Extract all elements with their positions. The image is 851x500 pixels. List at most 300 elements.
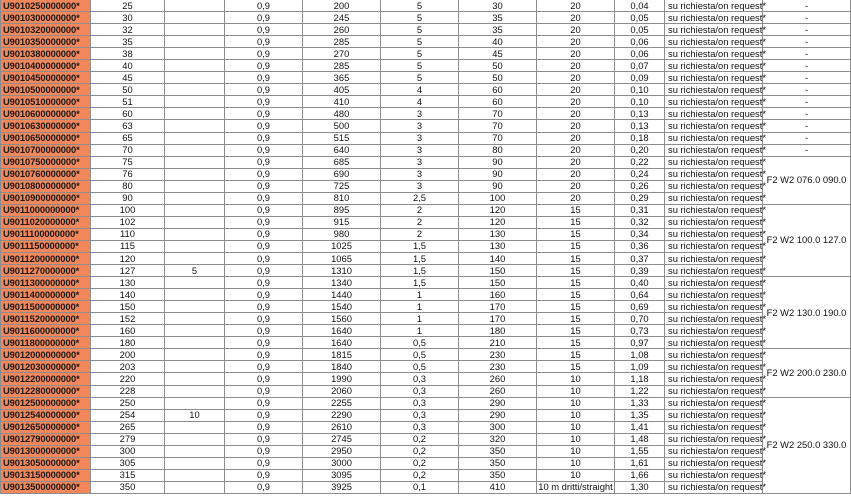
nominal-size-cell: 50 — [91, 84, 165, 96]
table-row — [1, 373, 851, 385]
nominal-size-cell: 279 — [91, 433, 165, 445]
weight-cell: 1340 — [303, 277, 381, 289]
nominal-size-cell: 51 — [91, 96, 165, 108]
wall-class-cell — [165, 349, 225, 361]
wall-class-cell — [165, 12, 225, 24]
availability-cell: su richiesta/on request* — [665, 228, 763, 240]
nominal-size-cell: 152 — [91, 313, 165, 325]
length-cell: 15 — [537, 337, 615, 349]
wall-class-cell — [165, 24, 225, 36]
weight-cell: 810 — [303, 192, 381, 204]
size-group-cell: - — [763, 60, 851, 72]
price-cell: 0,20 — [615, 144, 665, 156]
tolerance-cell: 1 — [381, 325, 459, 337]
table-row — [1, 289, 851, 301]
bend-radius-cell: 50 — [459, 60, 537, 72]
table-row — [1, 216, 851, 228]
bend-radius-cell: 35 — [459, 24, 537, 36]
availability-cell: su richiesta/on request* — [665, 289, 763, 301]
table-row — [1, 0, 851, 12]
weight-cell: 1840 — [303, 361, 381, 373]
availability-cell: su richiesta/on request* — [665, 240, 763, 252]
bend-radius-cell: 350 — [459, 469, 537, 481]
price-cell: 0,07 — [615, 60, 665, 72]
weight-cell: 480 — [303, 108, 381, 120]
product-code-cell: U9012650000000* — [1, 421, 91, 433]
length-cell: 20 — [537, 180, 615, 192]
thickness-cell: 0,9 — [225, 385, 303, 397]
tolerance-cell: 2 — [381, 204, 459, 216]
weight-cell: 2255 — [303, 397, 381, 409]
nominal-size-cell: 350 — [91, 481, 165, 493]
weight-cell: 1540 — [303, 301, 381, 313]
size-group-cell: - — [763, 36, 851, 48]
wall-class-cell: 10 — [165, 409, 225, 421]
product-code-cell: U9012200000000* — [1, 373, 91, 385]
wall-class-cell — [165, 180, 225, 192]
wall-class-cell — [165, 108, 225, 120]
availability-cell: su richiesta/on request* — [665, 180, 763, 192]
availability-cell: su richiesta/on request* — [665, 72, 763, 84]
price-cell: 0,36 — [615, 240, 665, 252]
price-cell: 0,04 — [615, 0, 665, 12]
availability-cell: su richiesta/on request* — [665, 168, 763, 180]
nominal-size-cell: 90 — [91, 192, 165, 204]
thickness-cell: 0,9 — [225, 216, 303, 228]
price-cell: 0,70 — [615, 313, 665, 325]
availability-cell: su richiesta/on request* — [665, 325, 763, 337]
availability-cell: su richiesta/on request* — [665, 132, 763, 144]
product-code-cell: U9011300000000* — [1, 277, 91, 289]
price-cell: 0,06 — [615, 36, 665, 48]
thickness-cell: 0,9 — [225, 108, 303, 120]
wall-class-cell — [165, 325, 225, 337]
weight-cell: 1560 — [303, 313, 381, 325]
thickness-cell: 0,9 — [225, 132, 303, 144]
length-cell: 15 — [537, 240, 615, 252]
weight-cell: 2745 — [303, 433, 381, 445]
product-code-cell: U9012000000000* — [1, 349, 91, 361]
thickness-cell: 0,9 — [225, 204, 303, 216]
price-cell: 1,48 — [615, 433, 665, 445]
table-row — [1, 72, 851, 84]
availability-cell: su richiesta/on request* — [665, 48, 763, 60]
nominal-size-cell: 300 — [91, 445, 165, 457]
length-cell: 20 — [537, 192, 615, 204]
length-cell: 15 — [537, 204, 615, 216]
availability-cell: su richiesta/on request* — [665, 433, 763, 445]
nominal-size-cell: 25 — [91, 0, 165, 12]
length-cell: 10 — [537, 373, 615, 385]
bend-radius-cell: 290 — [459, 397, 537, 409]
length-cell: 20 — [537, 48, 615, 60]
table-row — [1, 156, 851, 168]
price-cell: 0,39 — [615, 265, 665, 277]
price-cell: 0,32 — [615, 216, 665, 228]
length-cell: 20 — [537, 0, 615, 12]
product-code-cell: U9011500000000* — [1, 301, 91, 313]
product-code-cell: U9013000000000* — [1, 445, 91, 457]
product-code-cell: U9010750000000* — [1, 156, 91, 168]
price-cell: 0,06 — [615, 48, 665, 60]
nominal-size-cell: 60 — [91, 108, 165, 120]
bend-radius-cell: 80 — [459, 144, 537, 156]
wall-class-cell — [165, 481, 225, 493]
weight-cell: 690 — [303, 168, 381, 180]
price-cell: 1,61 — [615, 457, 665, 469]
wall-class-cell — [165, 301, 225, 313]
tolerance-cell: 5 — [381, 48, 459, 60]
price-cell: 0,05 — [615, 12, 665, 24]
nominal-size-cell: 220 — [91, 373, 165, 385]
length-cell: 20 — [537, 36, 615, 48]
length-cell: 20 — [537, 24, 615, 36]
tolerance-cell: 3 — [381, 180, 459, 192]
availability-cell: su richiesta/on request* — [665, 12, 763, 24]
table-row — [1, 24, 851, 36]
availability-cell: su richiesta/on request* — [665, 60, 763, 72]
weight-cell: 2290 — [303, 409, 381, 421]
weight-cell: 500 — [303, 120, 381, 132]
tolerance-cell: 3 — [381, 168, 459, 180]
table-row — [1, 204, 851, 216]
price-cell: 0,37 — [615, 252, 665, 264]
size-group-cell: - — [763, 24, 851, 36]
nominal-size-cell: 75 — [91, 156, 165, 168]
table-row — [1, 108, 851, 120]
tolerance-cell: 1,5 — [381, 252, 459, 264]
table-row — [1, 240, 851, 252]
availability-cell: su richiesta/on request* — [665, 481, 763, 493]
price-cell: 1,09 — [615, 361, 665, 373]
bend-radius-cell: 90 — [459, 156, 537, 168]
availability-cell: su richiesta/on request* — [665, 349, 763, 361]
nominal-size-cell: 35 — [91, 36, 165, 48]
thickness-cell: 0,9 — [225, 361, 303, 373]
tolerance-cell: 5 — [381, 72, 459, 84]
price-cell: 1,35 — [615, 409, 665, 421]
length-cell: 15 — [537, 252, 615, 264]
weight-cell: 405 — [303, 84, 381, 96]
weight-cell: 515 — [303, 132, 381, 144]
price-cell: 0,24 — [615, 168, 665, 180]
tolerance-cell: 1 — [381, 313, 459, 325]
bend-radius-cell: 260 — [459, 385, 537, 397]
product-code-cell: U9011600000000* — [1, 325, 91, 337]
length-cell: 15 — [537, 277, 615, 289]
product-code-cell: U9013500000000* — [1, 481, 91, 493]
length-cell: 20 — [537, 84, 615, 96]
product-code-cell: U9010300000000* — [1, 12, 91, 24]
availability-cell: su richiesta/on request* — [665, 469, 763, 481]
availability-cell: su richiesta/on request* — [665, 144, 763, 156]
thickness-cell: 0,9 — [225, 120, 303, 132]
length-cell: 15 — [537, 313, 615, 325]
bend-radius-cell: 30 — [459, 0, 537, 12]
bend-radius-cell: 290 — [459, 409, 537, 421]
tolerance-cell: 1 — [381, 289, 459, 301]
nominal-size-cell: 127 — [91, 265, 165, 277]
size-group-cell: F2 W2 076.0 090.0 — [763, 156, 851, 204]
length-cell: 20 — [537, 168, 615, 180]
weight-cell: 2060 — [303, 385, 381, 397]
table-row — [1, 337, 851, 349]
price-cell: 0,31 — [615, 204, 665, 216]
bend-radius-cell: 160 — [459, 289, 537, 301]
length-cell: 10 — [537, 385, 615, 397]
wall-class-cell — [165, 36, 225, 48]
length-cell: 20 — [537, 96, 615, 108]
weight-cell: 1640 — [303, 325, 381, 337]
wall-class-cell — [165, 120, 225, 132]
tolerance-cell: 0,3 — [381, 409, 459, 421]
availability-cell: su richiesta/on request* — [665, 301, 763, 313]
bend-radius-cell: 350 — [459, 445, 537, 457]
nominal-size-cell: 40 — [91, 60, 165, 72]
bend-radius-cell: 130 — [459, 240, 537, 252]
product-code-cell: U9011020000000* — [1, 216, 91, 228]
wall-class-cell — [165, 252, 225, 264]
nominal-size-cell: 160 — [91, 325, 165, 337]
weight-cell: 1990 — [303, 373, 381, 385]
length-cell: 20 — [537, 132, 615, 144]
thickness-cell: 0,9 — [225, 445, 303, 457]
table-row — [1, 84, 851, 96]
weight-cell: 270 — [303, 48, 381, 60]
table-row — [1, 349, 851, 361]
tolerance-cell: 3 — [381, 144, 459, 156]
weight-cell: 365 — [303, 72, 381, 84]
wall-class-cell — [165, 277, 225, 289]
nominal-size-cell: 130 — [91, 277, 165, 289]
table-row — [1, 180, 851, 192]
price-cell: 1,30 — [615, 481, 665, 493]
price-cell: 0,69 — [615, 301, 665, 313]
size-group-cell: - — [763, 84, 851, 96]
product-code-cell: U9010500000000* — [1, 84, 91, 96]
tolerance-cell: 5 — [381, 24, 459, 36]
availability-cell: su richiesta/on request* — [665, 457, 763, 469]
weight-cell: 1065 — [303, 252, 381, 264]
wall-class-cell — [165, 385, 225, 397]
product-code-cell: U9012030000000* — [1, 361, 91, 373]
weight-cell: 915 — [303, 216, 381, 228]
weight-cell: 245 — [303, 12, 381, 24]
wall-class-cell — [165, 72, 225, 84]
thickness-cell: 0,9 — [225, 409, 303, 421]
table-row — [1, 48, 851, 60]
length-cell: 15 — [537, 228, 615, 240]
tolerance-cell: 0,2 — [381, 457, 459, 469]
table-row — [1, 481, 851, 493]
tolerance-cell: 3 — [381, 132, 459, 144]
product-code-cell: U9011270000000* — [1, 265, 91, 277]
availability-cell: su richiesta/on request* — [665, 385, 763, 397]
product-code-cell: U9010250000000* — [1, 0, 91, 12]
thickness-cell: 0,9 — [225, 96, 303, 108]
tolerance-cell: 0,1 — [381, 481, 459, 493]
tolerance-cell: 2 — [381, 216, 459, 228]
weight-cell: 285 — [303, 60, 381, 72]
price-cell: 0,10 — [615, 84, 665, 96]
table-body — [1, 0, 851, 493]
bend-radius-cell: 210 — [459, 337, 537, 349]
bend-radius-cell: 100 — [459, 192, 537, 204]
size-group-cell: F2 W2 250.0 330.0 — [763, 397, 851, 493]
bend-radius-cell: 130 — [459, 228, 537, 240]
product-code-cell: U9010700000000* — [1, 144, 91, 156]
price-cell: 0,05 — [615, 24, 665, 36]
product-code-cell: U9011150000000* — [1, 240, 91, 252]
price-cell: 0,40 — [615, 277, 665, 289]
length-cell: 10 — [537, 457, 615, 469]
wall-class-cell — [165, 289, 225, 301]
size-group-cell: - — [763, 12, 851, 24]
thickness-cell: 0,9 — [225, 457, 303, 469]
bend-radius-cell: 45 — [459, 48, 537, 60]
price-cell: 0,10 — [615, 96, 665, 108]
availability-cell: su richiesta/on request* — [665, 445, 763, 457]
tolerance-cell: 3 — [381, 108, 459, 120]
length-cell: 20 — [537, 108, 615, 120]
price-cell: 1,33 — [615, 397, 665, 409]
product-code-cell: U9013050000000* — [1, 457, 91, 469]
thickness-cell: 0,9 — [225, 373, 303, 385]
weight-cell: 1640 — [303, 337, 381, 349]
weight-cell: 1310 — [303, 265, 381, 277]
price-cell: 1,41 — [615, 421, 665, 433]
bend-radius-cell: 90 — [459, 180, 537, 192]
availability-cell: su richiesta/on request* — [665, 24, 763, 36]
weight-cell: 725 — [303, 180, 381, 192]
bend-radius-cell: 230 — [459, 361, 537, 373]
thickness-cell: 0,9 — [225, 72, 303, 84]
product-code-cell: U9010510000000* — [1, 96, 91, 108]
bend-radius-cell: 230 — [459, 349, 537, 361]
wall-class-cell — [165, 373, 225, 385]
length-cell: 20 — [537, 60, 615, 72]
bend-radius-cell: 170 — [459, 301, 537, 313]
thickness-cell: 0,9 — [225, 313, 303, 325]
nominal-size-cell: 63 — [91, 120, 165, 132]
thickness-cell: 0,9 — [225, 349, 303, 361]
price-cell: 0,29 — [615, 192, 665, 204]
bend-radius-cell: 300 — [459, 421, 537, 433]
bend-radius-cell: 70 — [459, 108, 537, 120]
wall-class-cell — [165, 132, 225, 144]
length-cell: 15 — [537, 265, 615, 277]
length-cell: 10 — [537, 469, 615, 481]
nominal-size-cell: 305 — [91, 457, 165, 469]
product-code-cell: U9010650000000* — [1, 132, 91, 144]
availability-cell: su richiesta/on request* — [665, 108, 763, 120]
table-row — [1, 277, 851, 289]
length-cell: 15 — [537, 325, 615, 337]
thickness-cell: 0,9 — [225, 228, 303, 240]
tolerance-cell: 5 — [381, 36, 459, 48]
price-cell: 1,08 — [615, 349, 665, 361]
table-row — [1, 457, 851, 469]
nominal-size-cell: 140 — [91, 289, 165, 301]
product-code-cell: U9011520000000* — [1, 313, 91, 325]
length-cell: 10 — [537, 409, 615, 421]
weight-cell: 3095 — [303, 469, 381, 481]
size-group-cell: F2 W2 200.0 230.0 — [763, 349, 851, 397]
weight-cell: 980 — [303, 228, 381, 240]
table-row — [1, 60, 851, 72]
tolerance-cell: 0,5 — [381, 337, 459, 349]
table-row — [1, 144, 851, 156]
table-row — [1, 409, 851, 421]
table-row — [1, 301, 851, 313]
wall-class-cell — [165, 240, 225, 252]
length-cell: 15 — [537, 216, 615, 228]
thickness-cell: 0,9 — [225, 481, 303, 493]
availability-cell: su richiesta/on request* — [665, 84, 763, 96]
table-row — [1, 96, 851, 108]
weight-cell: 1815 — [303, 349, 381, 361]
table-row — [1, 361, 851, 373]
price-cell: 1,66 — [615, 469, 665, 481]
size-group-cell: - — [763, 0, 851, 12]
wall-class-cell — [165, 228, 225, 240]
availability-cell: su richiesta/on request* — [665, 277, 763, 289]
wall-class-cell — [165, 421, 225, 433]
tolerance-cell: 1 — [381, 301, 459, 313]
product-code-cell: U9010380000000* — [1, 48, 91, 60]
size-group-cell: - — [763, 108, 851, 120]
table-row — [1, 469, 851, 481]
wall-class-cell — [165, 156, 225, 168]
availability-cell: su richiesta/on request* — [665, 96, 763, 108]
wall-class-cell — [165, 337, 225, 349]
table-row — [1, 120, 851, 132]
nominal-size-cell: 200 — [91, 349, 165, 361]
wall-class-cell — [165, 48, 225, 60]
length-cell: 15 — [537, 349, 615, 361]
tolerance-cell: 1,5 — [381, 265, 459, 277]
bend-radius-cell: 320 — [459, 433, 537, 445]
bend-radius-cell: 60 — [459, 84, 537, 96]
product-code-cell: U9010600000000* — [1, 108, 91, 120]
thickness-cell: 0,9 — [225, 469, 303, 481]
wall-class-cell — [165, 96, 225, 108]
nominal-size-cell: 254 — [91, 409, 165, 421]
length-cell: 15 — [537, 361, 615, 373]
thickness-cell: 0,9 — [225, 180, 303, 192]
tolerance-cell: 1,5 — [381, 240, 459, 252]
availability-cell: su richiesta/on request* — [665, 265, 763, 277]
wall-class-cell — [165, 469, 225, 481]
bend-radius-cell: 50 — [459, 72, 537, 84]
tolerance-cell: 4 — [381, 96, 459, 108]
wall-class-cell — [165, 216, 225, 228]
product-code-cell: U9012500000000* — [1, 397, 91, 409]
length-cell: 10 — [537, 397, 615, 409]
length-cell: 10 m dritti/straight — [538, 481, 613, 493]
weight-cell: 200 — [303, 0, 381, 12]
wall-class-cell — [165, 60, 225, 72]
price-cell: 0,13 — [615, 108, 665, 120]
thickness-cell: 0,9 — [225, 24, 303, 36]
product-code-cell: U9010450000000* — [1, 72, 91, 84]
tolerance-cell: 1,5 — [381, 277, 459, 289]
thickness-cell: 0,9 — [225, 289, 303, 301]
thickness-cell: 0,9 — [225, 325, 303, 337]
table-row — [1, 168, 851, 180]
weight-cell: 640 — [303, 144, 381, 156]
thickness-cell: 0,9 — [225, 12, 303, 24]
